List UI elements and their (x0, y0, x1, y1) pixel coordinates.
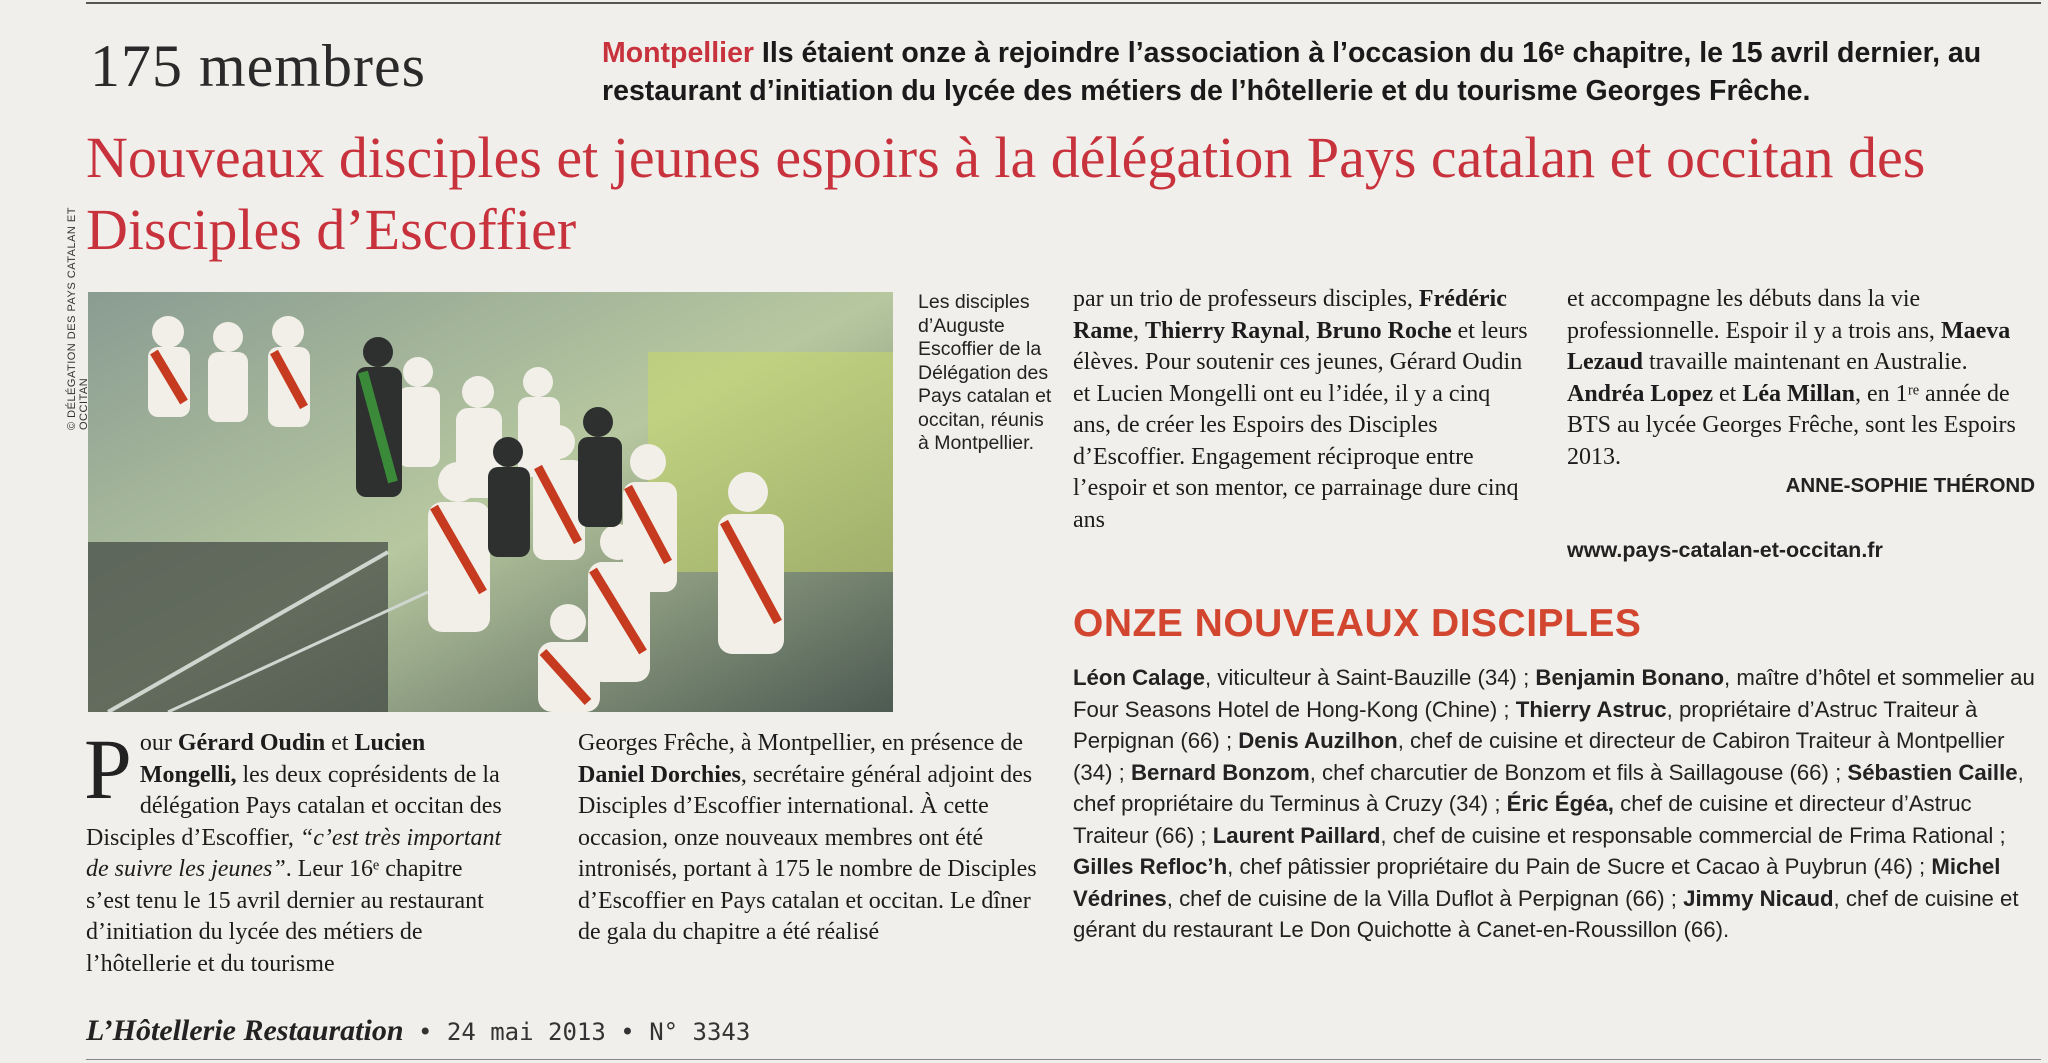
publication-name: L’Hôtellerie Restauration (86, 1014, 404, 1047)
text-run: et accompagne les débuts dans la vie professionnelle. Espoir il y a trois ans, (1567, 286, 1941, 344)
text-run: , maître d’hôtel et sommelier au Four Seasons Hotel de Hong-Kong (Chine) ; (1073, 665, 2035, 722)
text-run: , chef de cuisine de la Villa Duflot à Perpignan (66) ; (1166, 885, 1684, 911)
person-name: Bruno Roche (1316, 317, 1452, 344)
person-name: Denis Auzilhon (1238, 728, 1398, 753)
person-name: Michel Védrines (1073, 854, 2001, 911)
person-name: Jimmy Nicaud (1683, 885, 1834, 911)
photo-caption: Les disciples d’Auguste Escoffier de la Délégation des Pays catalan et occitan, réunis à Montpellier. (918, 291, 1052, 454)
person-name: Gilles Refloc’h (1073, 854, 1228, 879)
text-run: et (325, 730, 355, 756)
person-name: Laurent Paillard (1212, 822, 1381, 848)
body-column-2 (578, 728, 1038, 949)
person-name: Gérard Oudin (177, 730, 326, 756)
disciples-list (1073, 662, 2043, 946)
group-photo-image (88, 292, 893, 712)
text-run: , en 1ʳᵉ année de BTS au lycée Georges Frêche, sont les Espoirs 2013. (1567, 380, 2016, 470)
photo-credit: © DÉLÉGATION DES PAYS CATALAN ET OCCITAN (66, 207, 90, 430)
person-name: Benjamin Bonano (1535, 665, 1725, 690)
text-run: our (139, 730, 178, 756)
body-column-3 (1073, 284, 1533, 536)
byline: ANNE-SOPHIE THÉROND (1785, 474, 2035, 497)
standfirst-city: Montpellier (602, 37, 755, 69)
person-name: Sébastien Caille (1847, 759, 2018, 785)
text-run: , (1132, 317, 1145, 344)
footer-rule (86, 1059, 2041, 1060)
text-run: , chef pâtissier propriétaire du Pain de Sucre et Cacao à Puybrun (46) ; (1227, 854, 1932, 879)
standfirst (602, 34, 2042, 110)
kicker-member-count: 175 membres (90, 33, 426, 99)
quote: “c’est très important de suivre les jeunes” (86, 824, 502, 882)
text-run: et (1713, 380, 1743, 407)
text-run: . Leur 16ᵉ chapitre s’est tenu le 15 avril dernier au restaurant d’initiation du lycée des métiers de l’hôtellerie et du tourisme (86, 856, 484, 977)
text-run: , viticulteur à Saint-Bauzille (34) ; (1204, 665, 1536, 690)
section-subhead: ONZE NOUVEAUX DISCIPLES (1073, 602, 1642, 645)
person-name: Maeva Lezaud (1567, 317, 2011, 375)
body-column-1 (84, 721, 511, 980)
person-name: Lucien Mongelli, (139, 730, 426, 788)
text-run: , chef de cuisine et directeur de Cabiron Traiteur à Montpellier (34) ; (1073, 728, 2005, 785)
person-name: Léa Millan (1742, 380, 1855, 407)
issue-date: 24 mai 2013 (446, 1018, 606, 1046)
person-name: Frédéric Rame (1073, 286, 1507, 344)
person-name: Thierry Raynal (1144, 317, 1305, 344)
text-run: , chef de cuisine et responsable commercial de Frima Rational ; (1380, 822, 2006, 848)
top-rule (86, 2, 2041, 4)
text-run: , chef de cuisine et gérant du restaurant Le Don Quichotte à Canet-en-Roussillon (66). (1073, 885, 2019, 942)
issue-number: N° 3343 (649, 1018, 751, 1046)
footer-separator: • (605, 1018, 650, 1046)
text-run: et leurs élèves. Pour soutenir ces jeunes, Gérard Oudin et Lucien Mongelli ont eu l’idée, il y a cinq ans, de créer les Espoirs des Disciples d’Escoffier. Engagement réciproque entre l’espoir et son mentor, ce parrainage dure cinq ans (1073, 317, 1528, 533)
text-run: , propriétaire d’Astruc Traiteur à Perpignan (66) ; (1073, 696, 1978, 753)
text-run: , secrétaire général adjoint des Disciples d’Escoffier international. À cette occasion, onze nouveaux membres ont été intronisés, portant à 175 le nombre de Disciples d’Escoffier en Pays catalan et occitan. Le dîner de gala du chapitre a été réalisé (578, 761, 1037, 945)
person-name: Thierry Astruc (1515, 696, 1667, 722)
text-run: , chef charcutier de Bonzom et fils à Saillagouse (66) ; (1309, 759, 1848, 785)
body-column-4 (1567, 284, 2037, 473)
text-run: par un trio de professeurs disciples, (1073, 286, 1419, 312)
text-run: chef de cuisine et directeur d’Astruc Traiteur (66) ; (1073, 791, 1972, 848)
text-run: travaille maintenant en Australie. (1643, 349, 1968, 375)
person-name: Daniel Dorchies (578, 761, 741, 788)
page-footer (86, 1014, 750, 1048)
group-photo (88, 292, 893, 712)
headline: Nouveaux disciples et jeunes espoirs à la délégation Pays catalan et occitan des Disciples d’Escoffier (86, 125, 1926, 262)
standfirst-text: Ils étaient onze à rejoindre l’association à l’occasion du 16ᵉ chapitre, le 15 avril dernier, au restaurant d’initiation du lycée des métiers de l’hôtellerie et du tourisme Georges Frêche. (602, 37, 1982, 107)
person-name: Andréa Lopez (1567, 380, 1713, 407)
text-run: les deux coprésidents de la délégation Pays catalan et occitan des Disciples d’Escoffier, (86, 761, 502, 851)
drop-cap: P (84, 721, 132, 817)
text-run: , (1304, 317, 1317, 344)
person-name: Léon Calage (1073, 665, 1205, 690)
text-run: , chef propriétaire du Terminus à Cruzy (34) ; (1073, 759, 2024, 816)
footer-separator: • (403, 1018, 447, 1046)
person-name: Bernard Bonzom (1130, 759, 1310, 785)
website-link[interactable]: www.pays-catalan-et-occitan.fr (1567, 538, 1883, 562)
person-name: Éric Égéa, (1506, 791, 1614, 816)
text-run: Georges Frêche, à Montpellier, en présence de (578, 730, 1024, 756)
